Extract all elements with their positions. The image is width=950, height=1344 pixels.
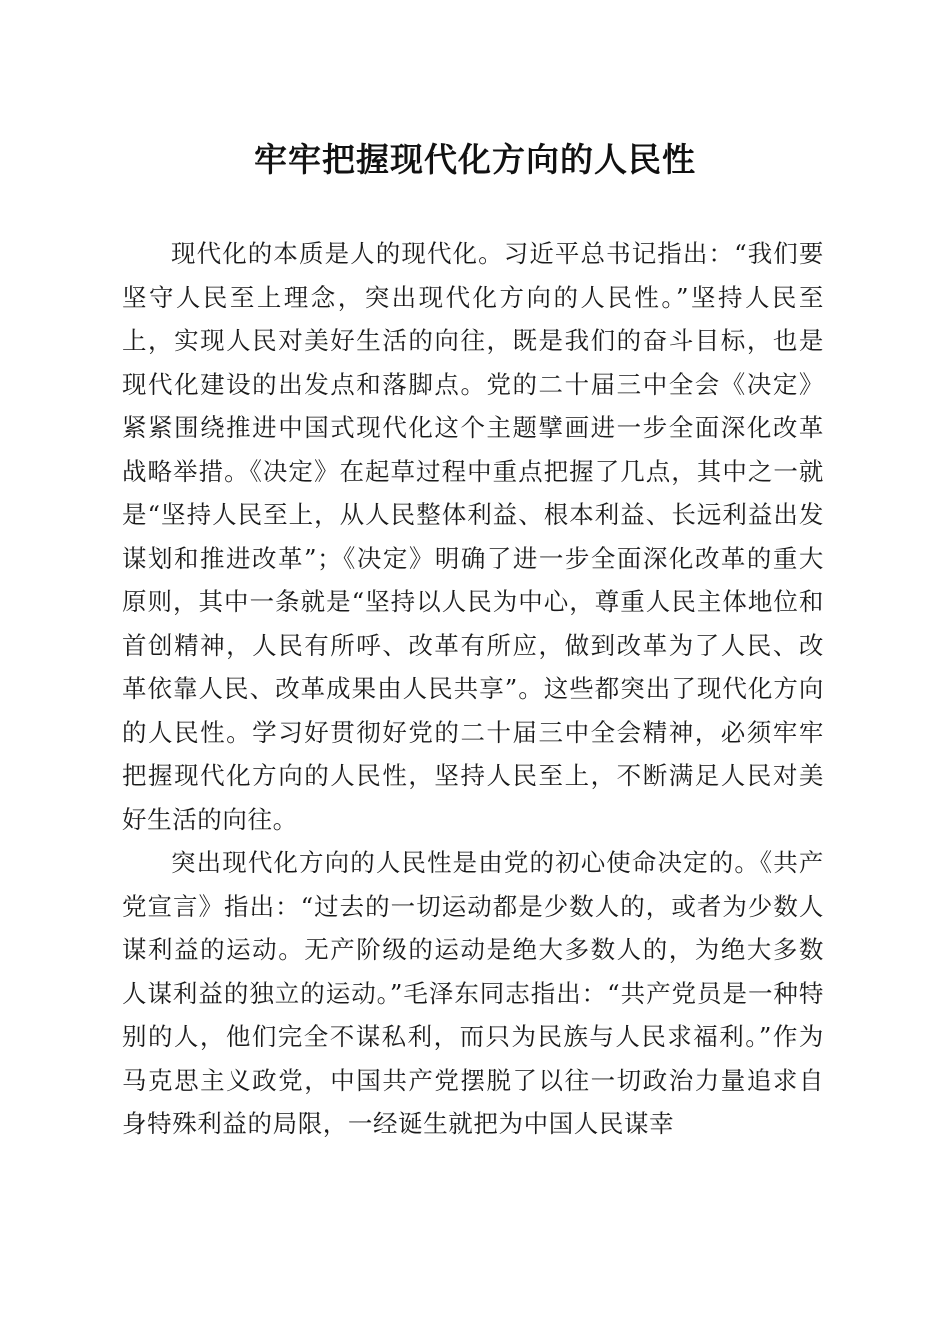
document-title: 牢牢把握现代化方向的人民性 xyxy=(254,140,696,179)
document-body xyxy=(122,232,824,1146)
body-paragraph-1: 现代化的本质是人的现代化。习近平总书记指出：“我们要坚守人民至上理念，突出现代化方向的人民性。”坚持人民至上，实现人民对美好生活的向往，既是我们的奋斗目标，也是现代化建设的出发点和落脚点。党的二十届三中全会《决定》紧紧围绕推进中国式现代化这个主题擘画进一步全面深化改革战略举措。《决定》在起草过程中重点把握了几点，其中之一就是“坚持人民至上，从人民整体利益、根本利益、长远利益出发谋划和推进改革”；《决定》明确了进一步全面深化改革的重大原则，其中一条就是“坚持以人民为中心，尊重人民主体地位和首创精神，人民有所呼、改革有所应，做到改革为了人民、改革依靠人民、改革成果由人民共享”。这些都突出了现代化方向的人民性。学习好贯彻好党的二十届三中全会精神，必须牢牢把握现代化方向的人民性，坚持人民至上，不断满足人民对美好生活的向往。 xyxy=(122,239,824,834)
body-paragraph-2: 突出现代化方向的人民性是由党的初心使命决定的。《共产党宣言》指出：“过去的一切运动都是少数人的，或者为少数人谋利益的运动。无产阶级的运动是绝大多数人的，为绝大多数人谋利益的独立的运动。”毛泽东同志指出：“共产党员是一种特别的人，他们完全不谋私利，而只为民族与人民求福利。”作为马克思主义政党，中国共产党摆脱了以往一切政治力量追求自身特殊利益的局限，一经诞生就把为中国人民谋幸 xyxy=(122,848,824,1138)
